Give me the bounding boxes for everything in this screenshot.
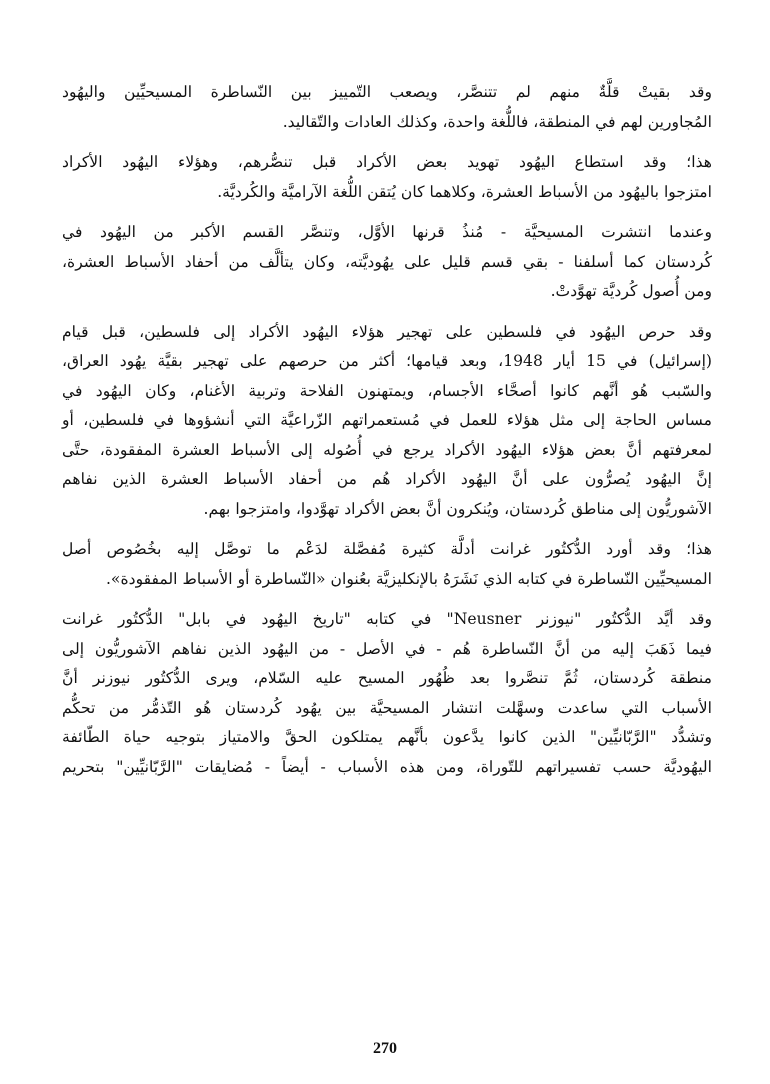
paragraph-6 (62, 605, 712, 782)
text-line: المسيحيِّين النّساطرة في كتابه الذي نَشَرَهُ بالإنكليزيَّة بعُنوان «النّساطرة أو الأسباط المفقودة». (105, 569, 712, 588)
paragraph-2 (62, 148, 712, 207)
text-line: فيما ذَهَبَ إليه من أنَّ النّساطرة هُم - في الأصل - من اليهُود الذين نفاهم الآشوريُّون إلى (62, 639, 712, 658)
text-line: وقد أيَّد الدُّكتُور "نيوزنر Neusner" في كتابه "تاريخ اليهُود في بابل" الدُّكتُور غرانت (62, 610, 712, 628)
text-line: مساس الحاجة إلى مثل هؤلاء للعمل في مُستعمراتهم الزّراعيَّة التي أنشؤوها في فلسطين، أو (62, 411, 712, 429)
text-line: اليهُوديَّة حسب تفسيراتهم للتّوراة، ومن هذه الأسباب - أيضاً - مُضايقات "الرَّبّانيِّين" بتحريم (62, 757, 712, 776)
text-line: كُردستان كما أسلفنا - بقي قسم قليل على يهُوديَّته، وكان يتألَّف من أحفاد الأسباط العشرة، (62, 252, 712, 271)
text-line: لمعرفتهم أنَّ بعض هؤلاء اليهُود الأكراد يرجع في أُصُوله إلى الأسباط العشرة المفقودة، حتَّى (62, 440, 712, 459)
text-line: (إسرائيل) في 15 أيار 1948، وبعد قيامها؛ أكثر من حرصهم على تهجير بقيَّة يهُود العراق، (62, 352, 712, 370)
text-line: ومن أُصول كُرديَّة تهوَّدتْ. (550, 282, 712, 300)
text-line: هذا؛ وقد أورد الدُّكتُور غرانت أدلَّة كثيرة مُفصَّلة لدَعْم ما توصَّل إليه بخُصُوص أصل (62, 540, 712, 558)
paragraph-3 (62, 218, 712, 307)
text-line: امتزجوا باليهُود من الأسباط العشرة، وكلاهما كان يُتقن اللُّغة الآراميَّة والكُرديَّة. (217, 182, 712, 201)
text-line: وعندما انتشرت المسيحيَّة - مُنذُ قرنها الأوَّل، وتنصَّر القسم الأكبر من اليهُود في (62, 223, 712, 241)
text-line: والسّبب هُو أنَّهم كانوا أصحَّاء الأجسام، ويمتهنون الفلاحة وتربية الأغنام، وكان اليهُود في (62, 381, 712, 400)
text-line: وتشدُّد "الرَّبّانيِّين" الذين كانوا يدَّعون بأنَّهم يمتلكون الحقَّ والامتياز بتوجيه حياة الطّائفة (62, 728, 712, 746)
text-line: وقد بقيتْ قلَّةٌ منهم لم تتنصَّر، ويصعب التّمييز بين النّساطرة المسيحيِّين واليهُود (62, 83, 712, 101)
page-body (62, 78, 712, 793)
text-line: منطقة كُردستان، ثُمَّ تنصَّروا بعد ظُهُور المسيح عليه السّلام، ويرى الدُّكتُور نيوزنر أنَّ (62, 669, 712, 687)
page-number: 270 (373, 1040, 397, 1057)
text-line: وقد حرص اليهُود في فلسطين على تهجير هؤلاء اليهُود الأكراد إلى فلسطين، قبل قيام (62, 322, 712, 341)
paragraph-1 (62, 78, 712, 137)
text-line: هذا؛ وقد استطاع اليهُود تهويد بعض الأكراد قبل تنصُّرهم، وهؤلاء اليهُود الأكراد (62, 153, 712, 171)
text-line: المُجاورين لهم في المنطقة، فاللُّغة واحدة، وكذلك العادات والتّقاليد. (282, 112, 712, 131)
text-line: إنَّ اليهُود يُصرُّون على أنَّ اليهُود الأكراد هُم من أحفاد الأسباط العشرة الذين نفاهم (62, 470, 712, 488)
text-line: الأسباب التي ساعدت وسهَّلت انتشار المسيحيَّة بين يهُود كُردستان هُو التّذمُّر من تحكُّم (62, 698, 712, 717)
paragraph-4 (62, 318, 712, 525)
text-line: الآشوريُّون إلى مناطق كُردستان، ويُنكرون أنَّ بعض الأكراد تهوَّدوا، وامتزجوا بهم. (203, 499, 712, 518)
paragraph-5 (62, 535, 712, 594)
